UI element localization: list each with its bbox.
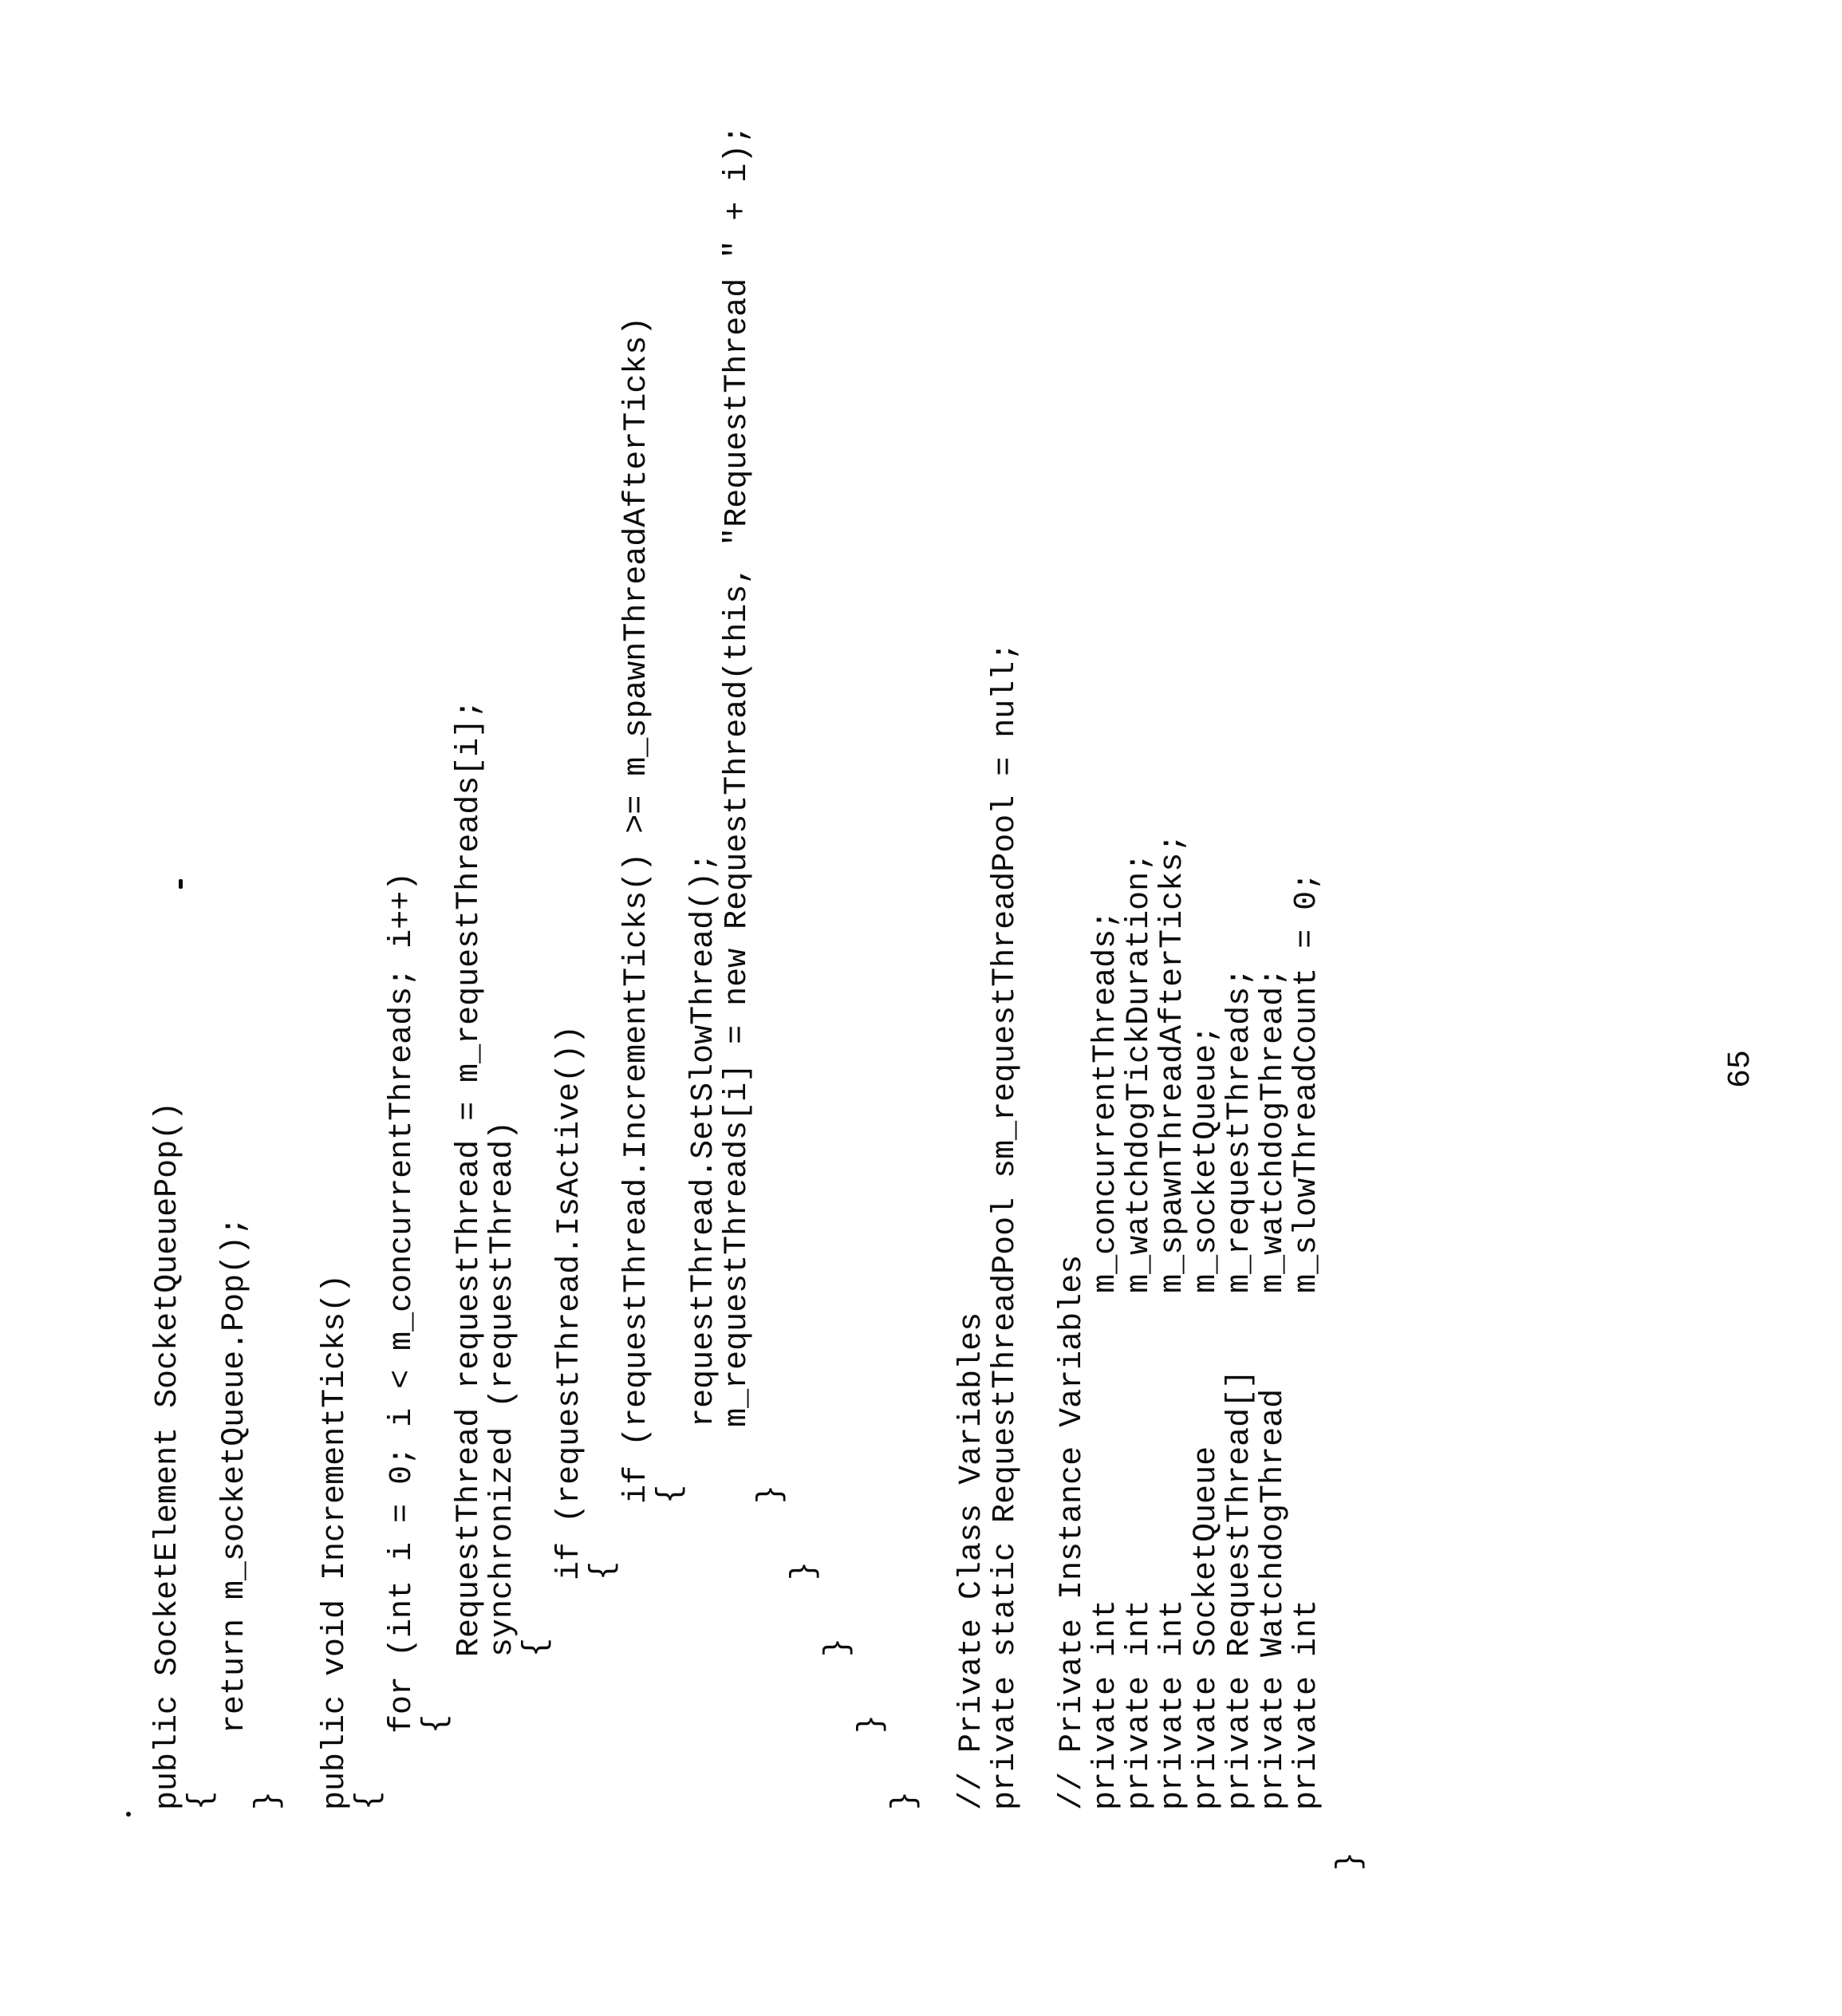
ink-speck [179,879,183,889]
ink-speck [126,1812,131,1817]
source-code-listing: public SocketElement SocketQueuePop() { return m_socketQueue.Pop(); } public void IncrementTicks() { for (int i = 0; i < m_concurrentThreads; i++) { RequestThread requestThread = m_requestThreads[i]; synchronized (requestThread) { if (requestThread.IsActive()) { if (requestThread.IncrementTicks() >= m_spawnThreadAfterTicks) { requestThread.SetSlowThread(); m_requestThreads[i] = new RequestThread(this, "RequestThread " + i); } } } } } // Private Class Variables private static RequestThreadPool sm_requestThreadPool = null; // Private Instance Variables private int m_concurrentThreads; private int m_watchdogTickDuration; private int m_spawnThreadAfterTicks; private SocketQueue m_socketQueue; private RequestThread[] m_requestThreads; private WatchdogThread m_watchdogThread; private int m_slowThreadCount = 0; [150,124,1325,1810]
page-number: 65 [1723,1049,1759,1088]
class-closing-brace: } [1332,1851,1368,1871]
